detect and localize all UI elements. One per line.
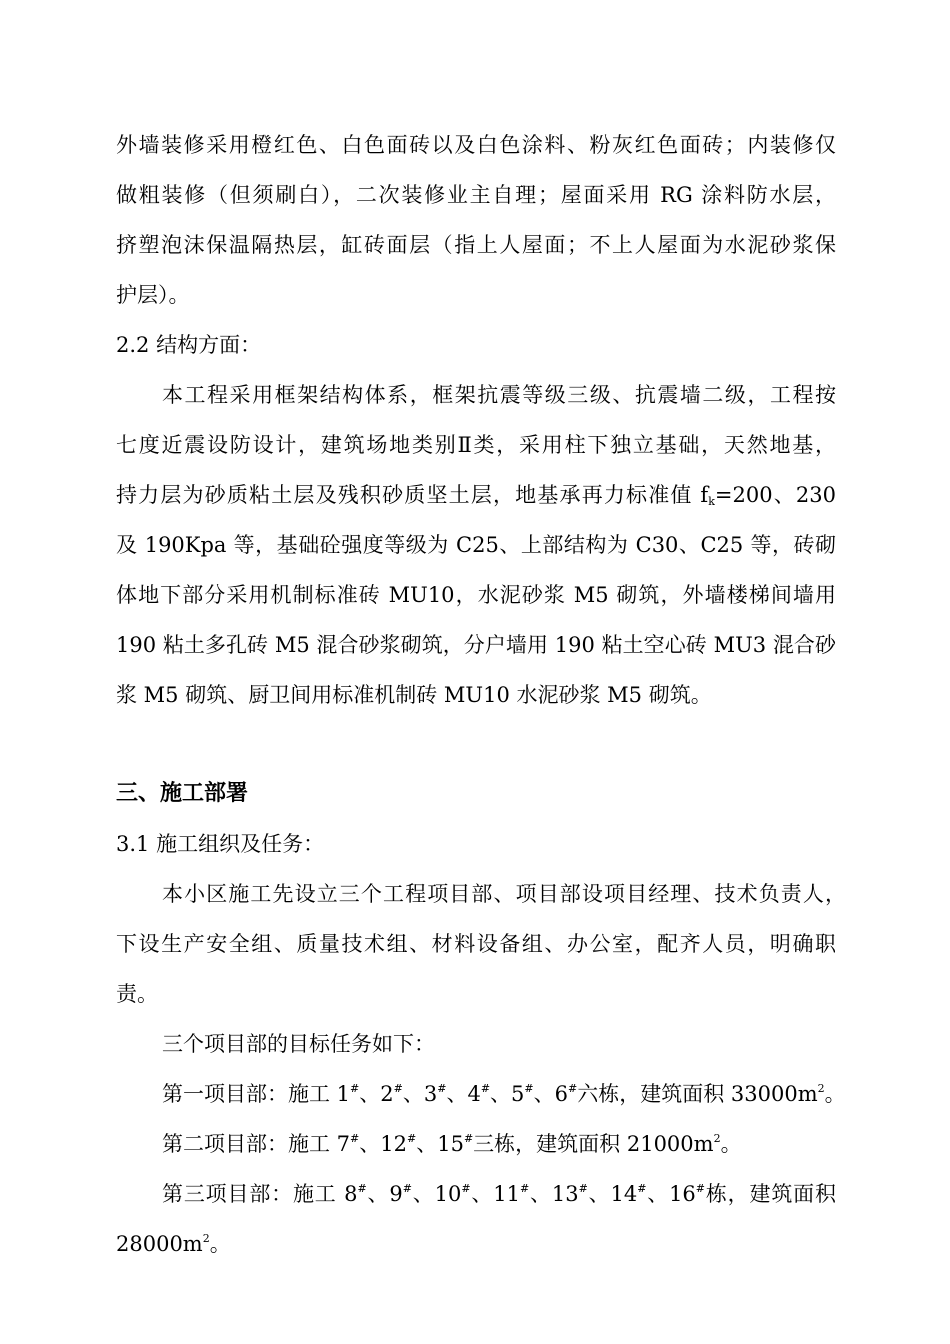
task3-area: 28000m	[116, 1232, 203, 1256]
task1-building-6: 、6	[533, 1082, 569, 1106]
area-unit-superscript: 2	[817, 1082, 825, 1095]
task1-prefix: 第一项目部：施工 1	[162, 1082, 351, 1106]
section-2-2-heading: 2.2 结构方面：	[116, 333, 262, 357]
building-mark: #	[407, 1132, 417, 1145]
task3-end: 。	[209, 1232, 231, 1256]
finish-paragraph-line-2: 做粗装修（但须刷白），二次装修业主自理；屋面采用 RG 涂料防水层，	[116, 183, 836, 207]
task2-end: 。	[720, 1132, 742, 1156]
building-mark: #	[568, 1082, 578, 1095]
building-mark: #	[350, 1082, 360, 1095]
task-1-line	[162, 1079, 846, 1109]
task2-building-12: 、12	[359, 1132, 407, 1156]
building-mark: #	[350, 1132, 360, 1145]
building-mark: #	[637, 1182, 647, 1195]
task3-building-10: 、10	[411, 1182, 462, 1206]
finish-paragraph-line-4: 护层）。	[116, 283, 190, 307]
structure-line3-text-a: 持力层为砂质粘土层及残积砂质坚土层，地基承再力标准值 f	[116, 483, 709, 507]
area-unit-superscript: 2	[202, 1232, 210, 1245]
structure-paragraph-line-5: 体地下部分采用机制标准砖 MU10，水泥砂浆 M5 砌筑，外墙楼梯间墙用	[116, 583, 836, 607]
building-mark: #	[357, 1182, 367, 1195]
structure-paragraph-line-3	[116, 480, 836, 510]
task1-building-3: 、3	[402, 1082, 438, 1106]
task1-end: 。	[824, 1082, 846, 1106]
task3-suffix: 栋，建筑面积	[705, 1182, 836, 1206]
organization-paragraph-line-1: 本小区施工先设立三个工程项目部、项目部设项目经理、技术负责人，	[162, 882, 846, 906]
organization-paragraph-line-3: 责。	[116, 982, 158, 1006]
task1-suffix: 六栋，建筑面积 33000m	[577, 1082, 818, 1106]
task3-building-16: 、16	[646, 1182, 696, 1206]
building-mark: #	[695, 1182, 706, 1195]
building-mark: #	[393, 1082, 403, 1095]
structure-line3-subscript: k	[708, 495, 715, 508]
structure-paragraph-line-1: 本工程采用框架结构体系，框架抗震等级三级、抗震墙二级，工程按	[162, 383, 836, 407]
task2-building-15: 、15	[416, 1132, 464, 1156]
task2-prefix: 第二项目部：施工 7	[162, 1132, 351, 1156]
structure-paragraph-line-6: 190 粘土多孔砖 M5 混合砂浆砌筑，分户墙用 190 粘土空心砖 MU3 混合砂	[116, 633, 836, 657]
building-mark: #	[524, 1082, 534, 1095]
building-mark: #	[480, 1082, 491, 1095]
structure-paragraph-line-4: 及 190Kpa 等，基础砼强度等级为 C25、上部结构为 C30、C25 等，砖砌	[116, 533, 836, 557]
organization-paragraph-line-2: 下设生产安全组、质量技术组、材料设备组、办公室，配齐人员，明确职	[116, 932, 836, 956]
structure-line3-text-b: =200、230	[714, 483, 836, 507]
section-3-1-heading: 3.1 施工组织及任务：	[116, 832, 325, 856]
building-mark: #	[437, 1082, 447, 1095]
task-2-line	[162, 1129, 836, 1159]
task3-building-11: 、11	[470, 1182, 520, 1206]
task-3-line-2	[116, 1229, 836, 1259]
tasks-intro: 三个项目部的目标任务如下：	[162, 1032, 435, 1056]
building-mark: #	[578, 1182, 588, 1195]
task3-building-9: 、9	[366, 1182, 403, 1206]
structure-paragraph-line-7: 浆 M5 砌筑、厨卫间用标准机制砖 MU10 水泥砂浆 M5 砌筑。	[116, 683, 712, 707]
section-3-heading: 三、施工部署	[116, 781, 249, 806]
building-mark: #	[463, 1132, 474, 1145]
finish-paragraph-line-3: 挤塑泡沫保温隔热层，缸砖面层（指上人屋面；不上人屋面为水泥砂浆保	[116, 233, 836, 257]
task1-building-4: 、4	[446, 1082, 481, 1106]
finish-paragraph-line-1: 外墙装修采用橙红色、白色面砖以及白色涂料、粉灰红色面砖；内装修仅	[116, 133, 836, 157]
task1-building-2: 、2	[359, 1082, 394, 1106]
structure-paragraph-line-2: 七度近震设防设计，建筑场地类别Ⅱ类，采用柱下独立基础，天然地基，	[116, 433, 836, 457]
building-mark: #	[461, 1182, 471, 1195]
task3-building-14: 、14	[587, 1182, 638, 1206]
task3-prefix: 第三项目部：施工 8	[162, 1182, 358, 1206]
building-mark: #	[519, 1182, 530, 1195]
task1-building-5: 、5	[490, 1082, 525, 1106]
task3-building-13: 、13	[529, 1182, 579, 1206]
task-3-line-1	[162, 1179, 836, 1209]
task2-suffix: 三栋，建筑面积 21000m	[473, 1132, 714, 1156]
building-mark: #	[402, 1182, 412, 1195]
area-unit-superscript: 2	[713, 1132, 721, 1145]
